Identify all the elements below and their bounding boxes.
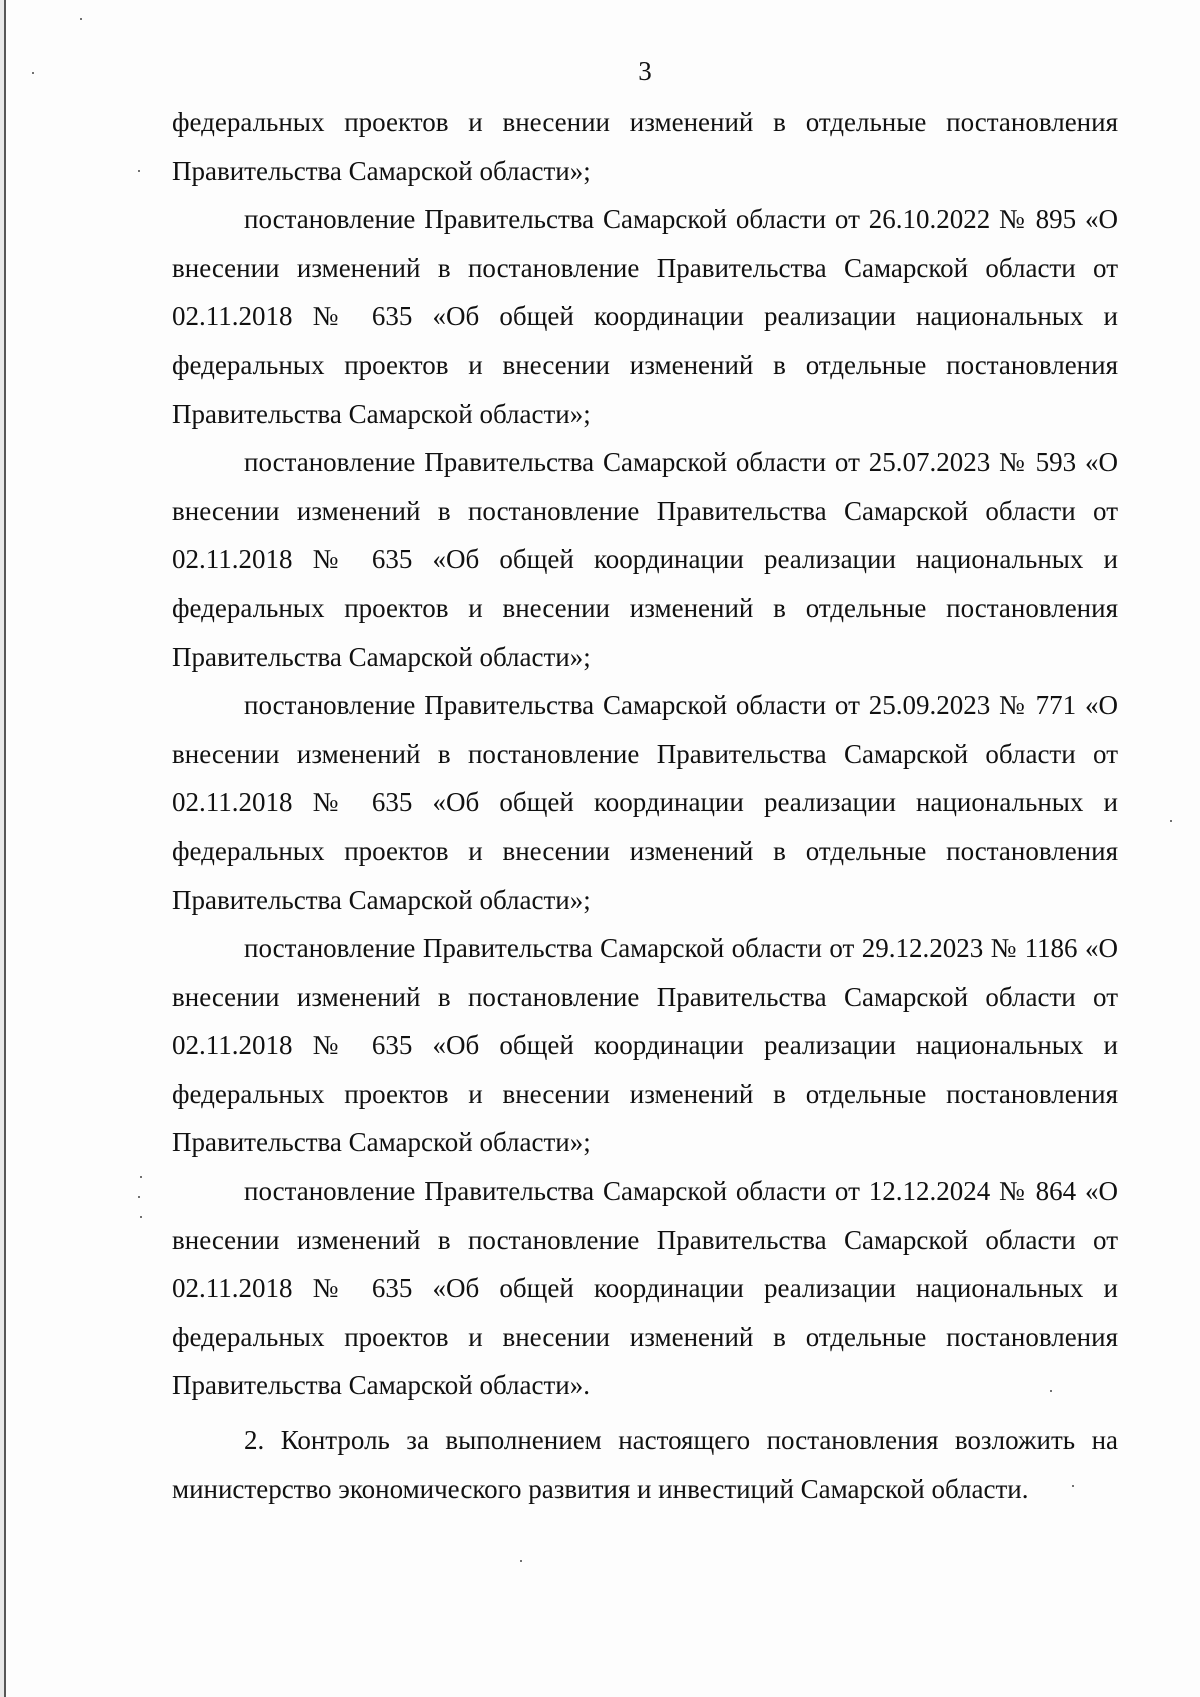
scan-speck xyxy=(1050,1390,1052,1392)
scan-speck xyxy=(1072,1485,1074,1487)
scan-speck xyxy=(138,1196,140,1198)
scan-speck xyxy=(520,1560,522,1562)
paragraph-resolution-771: постановление Правительства Самарской области от 25.09.2023 № 771 «О внесении изменений в постановление Правительства Самарской области от 02.11.2018 № 635 «Об общей координации реализации национальных и федеральных проектов и внесении изменений в отдельные постановления Правительства Самарской области»; xyxy=(172,690,1118,915)
scan-speck xyxy=(32,72,34,74)
scan-speck xyxy=(140,1216,142,1218)
paragraph-resolution-864: постановление Правительства Самарской области от 12.12.2024 № 864 «О внесении изменений в постановление Правительства Самарской области от 02.11.2018 № 635 «Об общей координации реализации национальных и федеральных проектов и внесении изменений в отдельные постановления Правительства Самарской области». xyxy=(172,1176,1118,1401)
paragraph-control-clause: 2. Контроль за выполнением настоящего постановления возложить на министерство экономического развития и инвестиций Самарской области. xyxy=(172,1425,1118,1504)
scan-speck xyxy=(80,18,82,20)
scan-speck xyxy=(138,170,140,172)
document-body xyxy=(172,98,1118,1513)
paragraph-resolution-593: постановление Правительства Самарской области от 25.07.2023 № 593 «О внесении изменений в постановление Правительства Самарской области от 02.11.2018 № 635 «Об общей координации реализации национальных и федеральных проектов и внесении изменений в отдельные постановления Правительства Самарской области»; xyxy=(172,447,1118,672)
page-number: 3 xyxy=(638,56,652,86)
paragraph-resolution-895: постановление Правительства Самарской области от 26.10.2022 № 895 «О внесении изменений в постановление Правительства Самарской области от 02.11.2018 № 635 «Об общей координации реализации национальных и федеральных проектов и внесении изменений в отдельные постановления Правительства Самарской области»; xyxy=(172,204,1118,429)
paragraph-resolution-1186: постановление Правительства Самарской области от 29.12.2023 № 1186 «О внесении изменений в постановление Правительства Самарской области от 02.11.2018 № 635 «Об общей координации реализации национальных и федеральных проектов и внесении изменений в отдельные постановления Правительства Самарской области»; xyxy=(172,933,1118,1158)
scan-edge-line xyxy=(4,0,6,1697)
scan-speck xyxy=(1170,820,1172,822)
paragraph-continuation: федеральных проектов и внесении изменений в отдельные постановления Правительства Самарской области»; xyxy=(172,107,1118,186)
scan-speck xyxy=(140,1176,142,1178)
